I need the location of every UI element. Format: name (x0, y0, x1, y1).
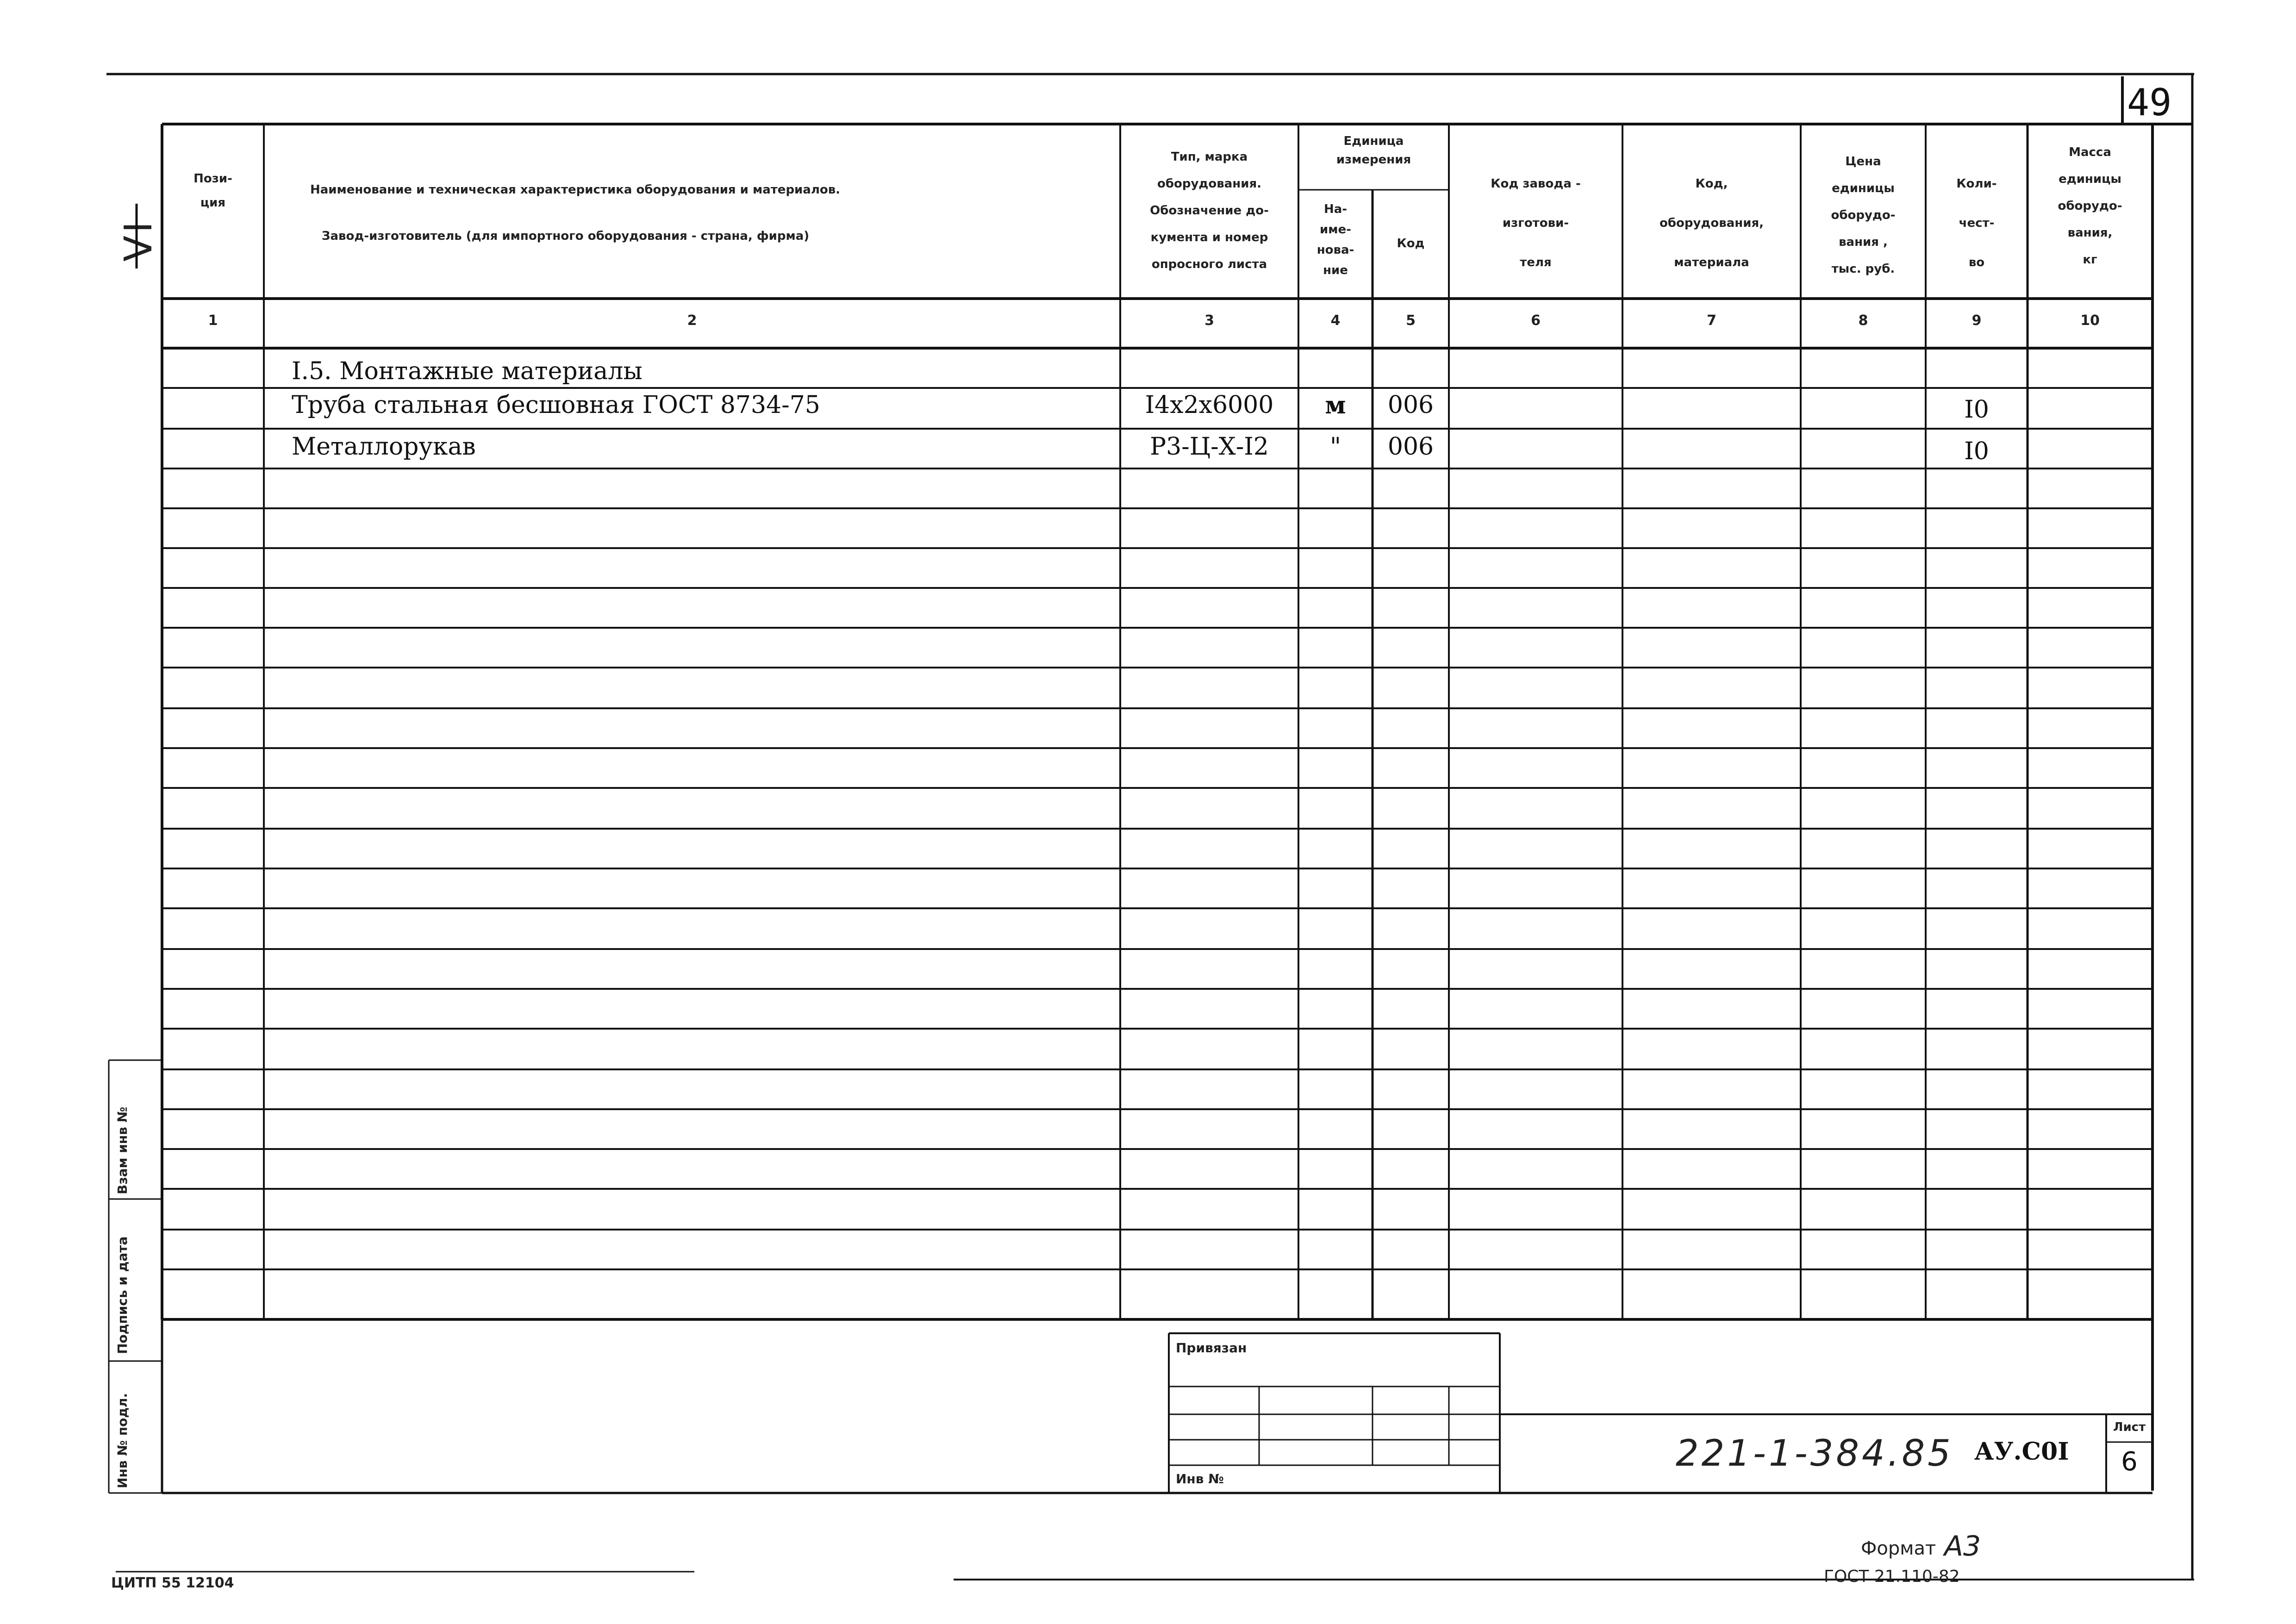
header-price: Цена единицы оборудо- вания , тыс. руб. (1831, 155, 1896, 276)
side-label-underline (132, 204, 141, 269)
table-row-quantity: I0 (1964, 437, 1989, 465)
column-number: 4 (1330, 312, 1341, 329)
table-row-unit: м (1325, 391, 1346, 419)
margin-label-replacement-inv: Взам инв № (115, 1106, 130, 1194)
header-maker-code: Код завода - изготови- теля (1491, 177, 1581, 269)
header-unit-name: На- име- нова- ние (1316, 202, 1354, 277)
column-number: 2 (687, 312, 697, 329)
sheet-number: 49 (2127, 81, 2172, 124)
column-number: 8 (1858, 312, 1868, 329)
table-row-quantity: I0 (1964, 396, 1989, 424)
header-material-code: Код, оборудования, материала (1659, 177, 1764, 269)
sheet-label: Лист (2113, 1420, 2146, 1434)
header-type: Тип, марка оборудования. Обозначение до- кумента и номер опросного листа (1150, 150, 1269, 271)
format-gost: ГОСТ 21.110-82 (1824, 1567, 1960, 1586)
column-number: 6 (1531, 312, 1541, 329)
side-roman-label: VI (117, 219, 161, 262)
column-number: 5 (1406, 312, 1416, 329)
table-row-name: Металлорукав (292, 433, 476, 461)
footer-code: ЦИТП 55 12104 (111, 1575, 234, 1591)
margin-label-signature-date: Подпись и дата (115, 1236, 130, 1354)
sheet-value: 6 (2121, 1447, 2138, 1477)
column-number: 3 (1204, 312, 1214, 329)
header-name: Наименование и техническая характеристика оборудования и материалов. Завод-изготовитель (для импортного оборудования - страна, фирма) (310, 183, 841, 243)
column-number: 9 (1972, 312, 1982, 329)
document-code: 221-1-384.85 (1676, 1433, 1953, 1474)
table-row-code: 006 (1387, 433, 1434, 461)
table-row-section-title: I.5. Монтажные материалы (292, 357, 643, 385)
document-suffix: АУ.С0I (1974, 1437, 2069, 1466)
column-number: 10 (2080, 312, 2100, 329)
stamp-attached-label: Привязан (1176, 1340, 1247, 1355)
table-row-name: Труба стальная бесшовная ГОСТ 8734-75 (292, 391, 820, 419)
column-number: 1 (208, 312, 218, 329)
header-quantity: Коли- чест- во (1956, 177, 1997, 269)
format-label: Формат (1861, 1538, 1936, 1559)
margin-label-original-inv: Инв № подл. (115, 1393, 130, 1488)
format-value: А3 (1944, 1530, 1981, 1562)
stamp-inv-label: Инв № (1176, 1471, 1224, 1487)
header-mass: Масса единицы оборудо- вания, кг (2058, 145, 2122, 267)
table-row-type: Р3-Ц-Х-I2 (1150, 433, 1269, 461)
header-position: Пози- ция (193, 172, 232, 210)
table-row-code: 006 (1387, 391, 1434, 419)
header-unit: Единица измерения (1336, 134, 1411, 167)
header-unit-code: Код (1397, 237, 1425, 250)
table-row-type: I4x2x6000 (1145, 391, 1274, 419)
table-row-unit: " (1330, 433, 1341, 461)
column-number: 7 (1707, 312, 1716, 329)
